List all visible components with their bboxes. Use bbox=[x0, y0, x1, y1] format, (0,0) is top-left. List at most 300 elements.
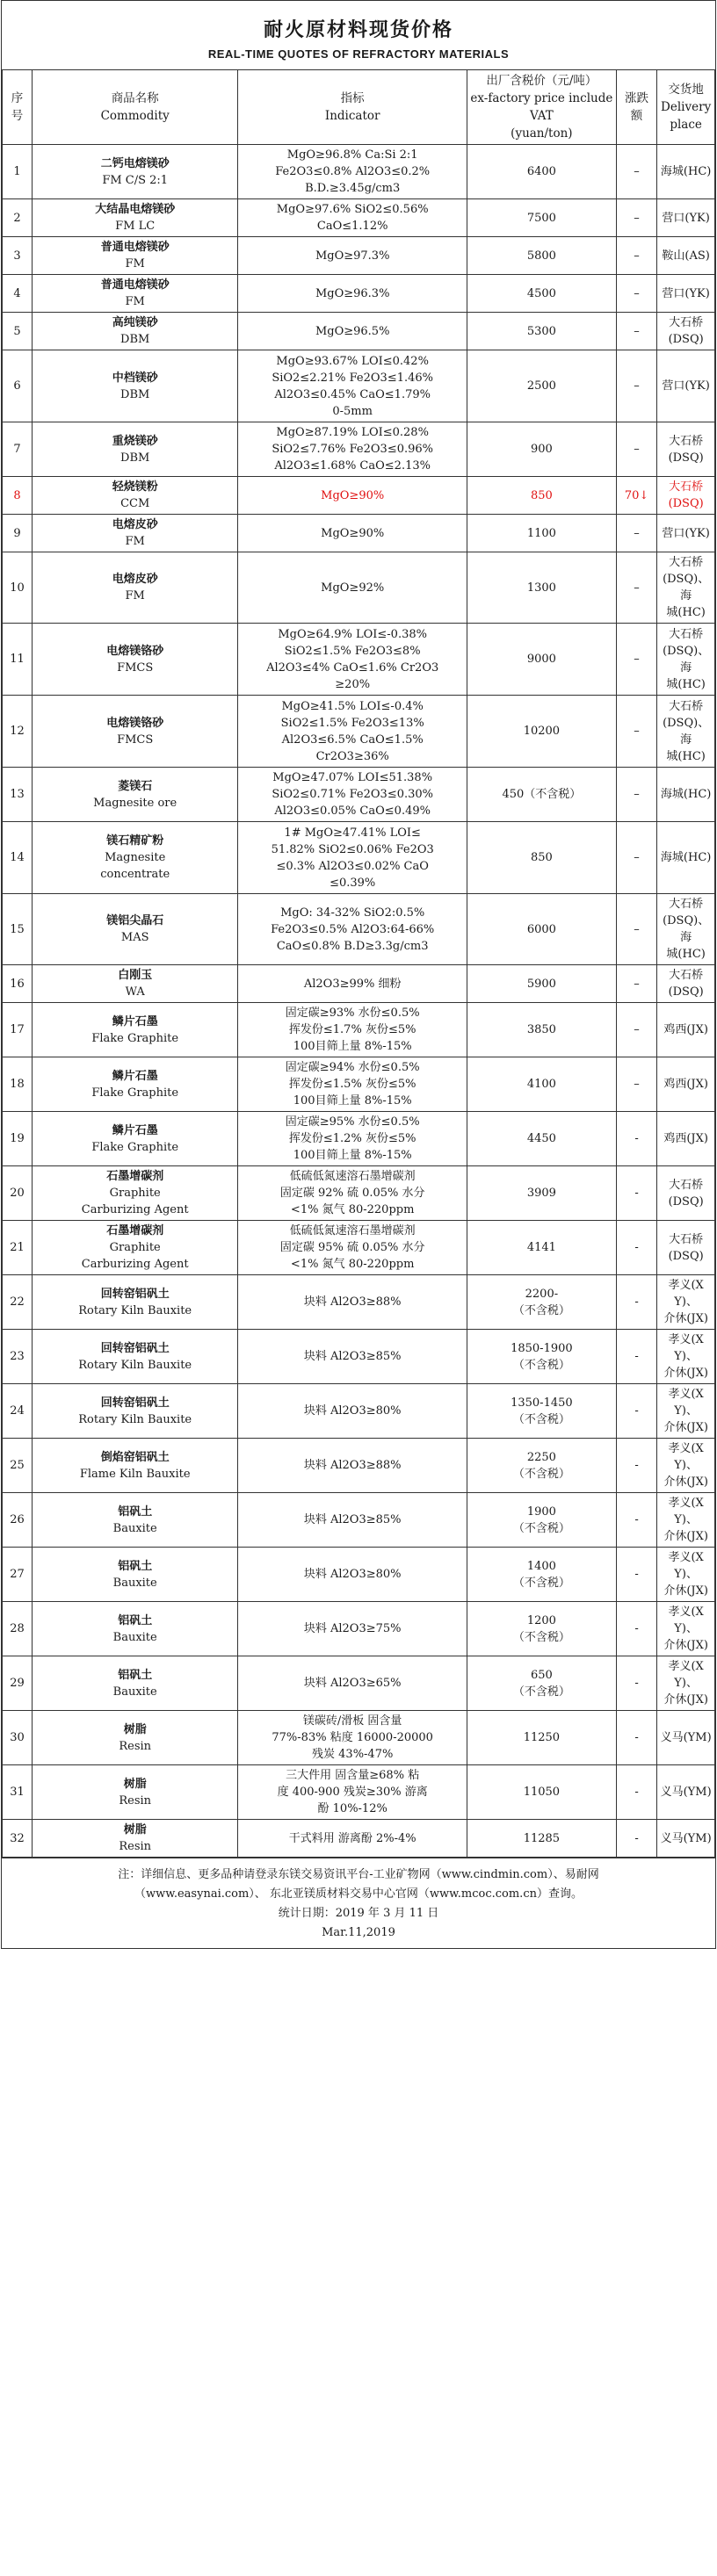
commodity-cell bbox=[32, 1548, 237, 1602]
change-cell: - bbox=[616, 1765, 656, 1820]
commodity-name-cn: 高纯镁砂 bbox=[112, 316, 158, 329]
commodity-name-en: FM C/S 2:1 bbox=[102, 173, 169, 187]
indicator-cell bbox=[238, 1166, 467, 1221]
row-number: 27 bbox=[3, 1548, 33, 1602]
commodity-name-cn: 电熔镁铬砂 bbox=[106, 716, 164, 730]
indicator-line: SiO2≤7.76% Fe2O3≤0.96% bbox=[272, 443, 434, 456]
indicator-line: 块料 Al2O3≥75% bbox=[303, 1622, 402, 1635]
price-cell: 900 bbox=[467, 422, 616, 477]
row-number: 16 bbox=[3, 965, 33, 1003]
indicator-line: SiO2≤0.71% Fe2O3≤0.30% bbox=[272, 788, 434, 801]
indicator-line: CaO≤0.8% B.D≥3.3g/cm3 bbox=[276, 939, 429, 953]
commodity-name-cn: 镁石精矿粉 bbox=[106, 834, 164, 848]
table-row bbox=[3, 1275, 715, 1330]
page-title: 耐火原材料现货价格 bbox=[263, 19, 453, 41]
commodity-cell bbox=[32, 1384, 237, 1439]
price-cell: 5300 bbox=[467, 313, 616, 350]
indicator-cell bbox=[238, 1765, 467, 1820]
header-commodity: 商品名称 Commodity bbox=[32, 70, 237, 145]
change-cell: – bbox=[616, 313, 656, 350]
commodity-cell bbox=[32, 1166, 237, 1221]
indicator-line: MgO≥87.19% LOI≤0.28% bbox=[276, 426, 429, 439]
indicator-cell bbox=[238, 1820, 467, 1858]
indicator-line: 度 400-900 残炭≥30% 游离 bbox=[277, 1786, 428, 1799]
row-number: 21 bbox=[3, 1221, 33, 1275]
row-number: 8 bbox=[3, 477, 33, 515]
commodity-name-en: Flame Kiln Bauxite bbox=[79, 1467, 191, 1481]
price-line: 1900 bbox=[526, 1504, 556, 1519]
price-cell bbox=[467, 1330, 616, 1384]
delivery-line: 孝义(XY)、 bbox=[668, 1551, 704, 1581]
delivery-line: 大石桥 bbox=[669, 434, 704, 448]
table-header-row bbox=[3, 70, 715, 145]
delivery-line: (DSQ) bbox=[668, 333, 704, 346]
indicator-line: <1% 氮气 80-220ppm bbox=[290, 1258, 415, 1271]
table-row bbox=[3, 1656, 715, 1711]
header-delivery: 交货地 Delivery place bbox=[657, 70, 715, 145]
indicator-cell bbox=[238, 552, 467, 624]
row-number: 5 bbox=[3, 313, 33, 350]
table-row bbox=[3, 696, 715, 768]
table-row bbox=[3, 1548, 715, 1602]
change-cell: – bbox=[616, 552, 656, 624]
commodity-cell bbox=[32, 237, 237, 275]
commodity-name-cn: 重烧镁砂 bbox=[112, 434, 158, 448]
commodity-cell bbox=[32, 1057, 237, 1112]
delivery-line: 义马(YM) bbox=[660, 1831, 712, 1845]
row-number: 30 bbox=[3, 1711, 33, 1765]
price-cell bbox=[467, 1656, 616, 1711]
delivery-line: 营口(YK) bbox=[662, 379, 710, 393]
delivery-cell bbox=[657, 1221, 715, 1275]
delivery-line: (DSQ) bbox=[668, 985, 704, 999]
row-number: 11 bbox=[3, 624, 33, 696]
row-number: 23 bbox=[3, 1330, 33, 1384]
indicator-line: MgO≥92% bbox=[321, 581, 385, 595]
indicator-line: Al2O3≥99% 细粉 bbox=[303, 977, 402, 991]
commodity-name-en: Bauxite bbox=[112, 1630, 157, 1644]
change-cell: – bbox=[616, 515, 656, 552]
indicator-line: 固定碳 92% 硫 0.05% 水分 bbox=[279, 1187, 425, 1200]
indicator-cell bbox=[238, 237, 467, 275]
price-cell: 3850 bbox=[467, 1003, 616, 1057]
commodity-name-en: Flake Graphite bbox=[91, 1086, 179, 1100]
indicator-line: 块料 Al2O3≥88% bbox=[303, 1459, 402, 1472]
row-number: 17 bbox=[3, 1003, 33, 1057]
indicator-line: MgO: 34-32% SiO2:0.5% bbox=[280, 906, 425, 920]
commodity-name-cn: 回转窑铝矾土 bbox=[100, 1341, 170, 1355]
indicator-cell bbox=[238, 1656, 467, 1711]
change-cell: – bbox=[616, 350, 656, 422]
commodity-cell bbox=[32, 145, 237, 199]
commodity-cell bbox=[32, 1275, 237, 1330]
delivery-cell bbox=[657, 1112, 715, 1166]
commodity-cell bbox=[32, 1656, 237, 1711]
commodity-name-en: FM bbox=[125, 257, 145, 271]
price-line: 1850-1900 bbox=[511, 1341, 573, 1355]
indicator-line: SiO2≤1.5% Fe2O3≤13% bbox=[280, 716, 424, 730]
delivery-cell bbox=[657, 696, 715, 768]
table-row bbox=[3, 515, 715, 552]
delivery-cell bbox=[657, 552, 715, 624]
price-line: 1350-1450 bbox=[511, 1396, 573, 1410]
delivery-cell bbox=[657, 1384, 715, 1439]
change-cell: 70↓ bbox=[616, 477, 656, 515]
price-cell bbox=[467, 1384, 616, 1439]
indicator-line: 挥发份≤1.2% 灰份≤5% bbox=[288, 1132, 416, 1145]
commodity-cell bbox=[32, 1820, 237, 1858]
indicator-line: MgO≥93.67% LOI≤0.42% bbox=[276, 354, 429, 368]
row-number: 2 bbox=[3, 199, 33, 237]
commodity-name-en: Rotary Kiln Bauxite bbox=[78, 1358, 192, 1372]
row-number: 31 bbox=[3, 1765, 33, 1820]
indicator-cell bbox=[238, 1602, 467, 1656]
change-cell: – bbox=[616, 696, 656, 768]
indicator-line: MgO≥41.5% LOI≤-0.4% bbox=[281, 699, 424, 713]
table-row bbox=[3, 477, 715, 515]
price-table bbox=[2, 69, 715, 1858]
indicator-line: 残炭 43%-47% bbox=[312, 1748, 394, 1761]
indicator-line: 干式料用 游离酚 2%-4% bbox=[288, 1831, 416, 1845]
indicator-line: 0-5mm bbox=[332, 404, 373, 418]
table-row bbox=[3, 1166, 715, 1221]
indicator-cell bbox=[238, 1548, 467, 1602]
row-number: 6 bbox=[3, 350, 33, 422]
price-line: （不含税） bbox=[512, 1576, 570, 1590]
header-change: 涨跌额 bbox=[616, 70, 656, 145]
commodity-name-en: Resin bbox=[119, 1793, 152, 1808]
commodity-cell bbox=[32, 422, 237, 477]
indicator-line: Cr2O3≥36% bbox=[315, 749, 389, 763]
delivery-cell bbox=[657, 422, 715, 477]
delivery-line: 大石桥 bbox=[669, 627, 704, 641]
price-cell: 4450 bbox=[467, 1112, 616, 1166]
indicator-line: 块料 Al2O3≥85% bbox=[303, 1350, 402, 1363]
commodity-cell bbox=[32, 199, 237, 237]
commodity-name-en: Rotary Kiln Bauxite bbox=[78, 1303, 192, 1317]
commodity-name-cn: 鳞片石墨 bbox=[112, 1014, 158, 1028]
delivery-line: 大石桥 bbox=[669, 480, 704, 494]
commodity-cell bbox=[32, 624, 237, 696]
indicator-line: MgO≥96.8% Ca:Si 2:1 bbox=[286, 148, 418, 162]
indicator-line: MgO≥47.07% LOI≤51.38% bbox=[272, 771, 433, 784]
commodity-cell bbox=[32, 275, 237, 313]
indicator-line: Al2O3≤0.05% CaO≤0.49% bbox=[274, 805, 431, 818]
commodity-name-en: DBM bbox=[120, 387, 150, 401]
price-line: （不含税） bbox=[512, 1358, 570, 1372]
commodity-name-en: FMCS bbox=[117, 732, 154, 747]
commodity-name-cn: 中档镁砂 bbox=[112, 371, 158, 385]
indicator-cell bbox=[238, 1275, 467, 1330]
change-cell: - bbox=[616, 1330, 656, 1384]
table-row bbox=[3, 1003, 715, 1057]
commodity-name-en: Magnesite bbox=[105, 851, 166, 864]
commodity-name-cn: 轻烧镁粉 bbox=[112, 480, 158, 494]
change-cell: – bbox=[616, 199, 656, 237]
delivery-line: 义马(YM) bbox=[660, 1786, 712, 1799]
footer-note bbox=[2, 1858, 715, 1948]
delivery-cell bbox=[657, 1330, 715, 1384]
delivery-line: (DSQ)、海 bbox=[663, 573, 710, 603]
price-cell: 9000 bbox=[467, 624, 616, 696]
delivery-cell bbox=[657, 1003, 715, 1057]
change-cell: - bbox=[616, 1384, 656, 1439]
delivery-cell bbox=[657, 145, 715, 199]
delivery-cell bbox=[657, 1711, 715, 1765]
delivery-line: 孝义(XY)、 bbox=[668, 1388, 704, 1418]
price-cell: 2500 bbox=[467, 350, 616, 422]
price-cell bbox=[467, 1602, 616, 1656]
indicator-cell bbox=[238, 350, 467, 422]
indicator-line: Al2O3≤1.68% CaO≤2.13% bbox=[274, 459, 431, 473]
indicator-line: Fe2O3≤0.5% Al2O3:64-66% bbox=[271, 922, 435, 936]
change-cell: – bbox=[616, 1003, 656, 1057]
price-cell: 11050 bbox=[467, 1765, 616, 1820]
indicator-line: MgO≥96.3% bbox=[315, 286, 390, 300]
row-number: 32 bbox=[3, 1820, 33, 1858]
commodity-name-en: Magnesite ore bbox=[93, 796, 177, 810]
change-cell: - bbox=[616, 1439, 656, 1493]
change-cell: – bbox=[616, 965, 656, 1003]
delivery-line: 大石桥 bbox=[669, 1178, 704, 1192]
table-row bbox=[3, 1221, 715, 1275]
delivery-line: (DSQ) bbox=[668, 497, 704, 510]
indicator-line: 块料 Al2O3≥85% bbox=[303, 1513, 402, 1526]
commodity-cell bbox=[32, 1439, 237, 1493]
commodity-name-en: CCM bbox=[120, 497, 150, 510]
change-cell: - bbox=[616, 1711, 656, 1765]
price-cell: 11250 bbox=[467, 1711, 616, 1765]
table-row bbox=[3, 1057, 715, 1112]
table-row bbox=[3, 1112, 715, 1166]
commodity-name-en: Bauxite bbox=[112, 1685, 157, 1699]
delivery-line: 海城(HC) bbox=[660, 851, 712, 864]
indicator-line: 100目筛上量 8%-15% bbox=[293, 1094, 412, 1108]
indicator-line: 固定碳 95% 硫 0.05% 水分 bbox=[279, 1241, 425, 1254]
price-cell bbox=[467, 1275, 616, 1330]
price-cell: 11285 bbox=[467, 1820, 616, 1858]
row-number: 25 bbox=[3, 1439, 33, 1493]
delivery-line: 城(HC) bbox=[666, 749, 706, 763]
delivery-cell bbox=[657, 1656, 715, 1711]
commodity-cell bbox=[32, 1003, 237, 1057]
commodity-name-cn: 鳞片石墨 bbox=[112, 1069, 158, 1083]
delivery-line: 大石桥 bbox=[669, 898, 704, 911]
delivery-line: 鸡西(JX) bbox=[663, 1132, 708, 1145]
delivery-line: 大石桥 bbox=[669, 556, 704, 569]
delivery-line: 孝义(XY)、 bbox=[668, 1279, 704, 1309]
table-row bbox=[3, 145, 715, 199]
commodity-cell bbox=[32, 552, 237, 624]
delivery-cell bbox=[657, 768, 715, 822]
commodity-cell bbox=[32, 1493, 237, 1548]
commodity-cell bbox=[32, 1711, 237, 1765]
delivery-line: 海城(HC) bbox=[660, 165, 712, 178]
table-row bbox=[3, 552, 715, 624]
indicator-cell bbox=[238, 1384, 467, 1439]
table-row bbox=[3, 237, 715, 275]
change-cell: - bbox=[616, 1548, 656, 1602]
delivery-line: (DSQ) bbox=[668, 1249, 704, 1263]
delivery-line: 大石桥 bbox=[669, 969, 704, 982]
table-row bbox=[3, 1384, 715, 1439]
change-cell: - bbox=[616, 1493, 656, 1548]
commodity-name-en: DBM bbox=[120, 333, 150, 346]
indicator-cell bbox=[238, 1493, 467, 1548]
header-no bbox=[3, 70, 33, 145]
price-cell: 7500 bbox=[467, 199, 616, 237]
commodity-name-cn: 铝矾土 bbox=[118, 1613, 153, 1627]
commodity-name-cn: 石墨增碳剂 bbox=[106, 1224, 164, 1237]
footer-date-cn: 统计日期：2019 年 3 月 11 日 bbox=[278, 1907, 439, 1920]
commodity-name-en: Graphite bbox=[109, 1241, 161, 1254]
row-number: 20 bbox=[3, 1166, 33, 1221]
delivery-line: 介休(JX) bbox=[663, 1639, 708, 1652]
change-cell: - bbox=[616, 1166, 656, 1221]
price-line: 1200 bbox=[526, 1613, 556, 1627]
price-line: 2200- bbox=[525, 1287, 559, 1301]
indicator-cell bbox=[238, 145, 467, 199]
delivery-line: 营口(YK) bbox=[662, 286, 710, 300]
indicator-cell bbox=[238, 822, 467, 894]
indicator-cell bbox=[238, 1330, 467, 1384]
delivery-cell bbox=[657, 1057, 715, 1112]
row-number: 29 bbox=[3, 1656, 33, 1711]
change-cell: – bbox=[616, 422, 656, 477]
indicator-line: ≥20% bbox=[335, 677, 371, 691]
delivery-line: 营口(YK) bbox=[662, 526, 710, 540]
delivery-cell bbox=[657, 624, 715, 696]
indicator-cell bbox=[238, 1057, 467, 1112]
price-cell: 1300 bbox=[467, 552, 616, 624]
price-line: （不含税） bbox=[512, 1412, 570, 1426]
price-cell: 850 bbox=[467, 477, 616, 515]
indicator-cell bbox=[238, 422, 467, 477]
change-cell: - bbox=[616, 1275, 656, 1330]
delivery-line: 鸡西(JX) bbox=[663, 1023, 708, 1036]
indicator-line: MgO≥64.9% LOI≤-0.38% bbox=[278, 627, 427, 641]
commodity-name-en: Flake Graphite bbox=[91, 1140, 179, 1154]
price-cell: 4141 bbox=[467, 1221, 616, 1275]
row-number: 28 bbox=[3, 1602, 33, 1656]
commodity-name-en: FM bbox=[125, 589, 145, 603]
indicator-cell bbox=[238, 768, 467, 822]
commodity-name-en: Carburizing Agent bbox=[81, 1203, 189, 1216]
commodity-name-cn: 白刚玉 bbox=[118, 969, 153, 982]
delivery-line: 海城(HC) bbox=[660, 788, 712, 801]
indicator-line: 镁碳砖/滑板 固含量 bbox=[302, 1714, 402, 1728]
header-indicator: 指标 Indicator bbox=[238, 70, 467, 145]
indicator-line: 固定碳≥94% 水份≤0.5% bbox=[285, 1061, 420, 1074]
table-row bbox=[3, 1765, 715, 1820]
price-line: （不含税） bbox=[512, 1521, 570, 1535]
indicator-cell bbox=[238, 1221, 467, 1275]
delivery-line: (DSQ) bbox=[668, 1194, 704, 1209]
delivery-line: 孝义(XY)、 bbox=[668, 1605, 704, 1635]
delivery-cell bbox=[657, 515, 715, 552]
commodity-cell bbox=[32, 1221, 237, 1275]
delivery-line: (DSQ) bbox=[668, 451, 704, 465]
change-cell: – bbox=[616, 275, 656, 313]
delivery-line: 介休(JX) bbox=[663, 1367, 708, 1380]
row-number: 10 bbox=[3, 552, 33, 624]
indicator-line: 固定碳≥95% 水份≤0.5% bbox=[285, 1115, 420, 1129]
delivery-line: 大石桥 bbox=[669, 1232, 704, 1246]
table-row bbox=[3, 275, 715, 313]
price-line: （不含税） bbox=[512, 1630, 570, 1644]
commodity-name-en: Flake Graphite bbox=[91, 1031, 179, 1045]
indicator-cell bbox=[238, 477, 467, 515]
commodity-cell bbox=[32, 965, 237, 1003]
table-row bbox=[3, 822, 715, 894]
price-cell bbox=[467, 1493, 616, 1548]
commodity-name-cn: 回转窑铝矾土 bbox=[100, 1287, 170, 1301]
table-row bbox=[3, 965, 715, 1003]
price-cell bbox=[467, 1439, 616, 1493]
change-cell: – bbox=[616, 822, 656, 894]
commodity-cell bbox=[32, 1765, 237, 1820]
delivery-cell bbox=[657, 275, 715, 313]
indicator-line: 51.82% SiO2≤0.06% Fe2O3 bbox=[271, 842, 434, 856]
indicator-line: CaO≤1.12% bbox=[316, 220, 388, 233]
commodity-name-en: Resin bbox=[119, 1840, 152, 1853]
indicator-line: 挥发份≤1.7% 灰份≤5% bbox=[288, 1023, 416, 1036]
indicator-line: MgO≥90% bbox=[321, 526, 385, 540]
indicator-line: 块料 Al2O3≥80% bbox=[303, 1568, 402, 1581]
commodity-name-en: Resin bbox=[119, 1739, 152, 1753]
delivery-line: 孝义(XY)、 bbox=[668, 1333, 704, 1363]
indicator-line: B.D.≥3.45g/cm3 bbox=[305, 182, 401, 195]
indicator-line: ≤0.39% bbox=[330, 876, 376, 890]
table-row bbox=[3, 768, 715, 822]
commodity-name-cn: 倒焰窑铝矾土 bbox=[100, 1450, 170, 1464]
table-row bbox=[3, 894, 715, 965]
price-cell: 6400 bbox=[467, 145, 616, 199]
indicator-cell bbox=[238, 894, 467, 965]
commodity-cell bbox=[32, 768, 237, 822]
commodity-name-en: FM LC bbox=[115, 220, 156, 233]
row-number: 18 bbox=[3, 1057, 33, 1112]
indicator-line: <1% 氮气 80-220ppm bbox=[290, 1203, 415, 1216]
indicator-line: Fe2O3≤0.8% Al2O3≤0.2% bbox=[275, 165, 431, 178]
row-number: 4 bbox=[3, 275, 33, 313]
commodity-name-cn: 电熔皮砂 bbox=[112, 573, 158, 586]
row-number: 19 bbox=[3, 1112, 33, 1166]
table-row bbox=[3, 1602, 715, 1656]
delivery-line: 城(HC) bbox=[666, 948, 706, 961]
indicator-line: 低硫低氮速溶石墨增碳剂 bbox=[289, 1224, 416, 1237]
commodity-name-cn: 回转窑铝矾土 bbox=[100, 1396, 170, 1410]
delivery-line: (DSQ)、海 bbox=[663, 716, 710, 747]
commodity-cell bbox=[32, 1330, 237, 1384]
commodity-cell bbox=[32, 1602, 237, 1656]
delivery-line: 城(HC) bbox=[666, 677, 706, 691]
delivery-cell bbox=[657, 1493, 715, 1548]
indicator-line: Al2O3≤4% CaO≤1.6% Cr2O3 bbox=[266, 660, 439, 675]
commodity-name-cn: 普通电熔镁砂 bbox=[100, 241, 170, 254]
price-sheet bbox=[1, 0, 716, 1949]
commodity-cell bbox=[32, 313, 237, 350]
commodity-name-en: Bauxite bbox=[112, 1576, 157, 1590]
change-cell: – bbox=[616, 894, 656, 965]
indicator-line: MgO≥96.5% bbox=[315, 324, 390, 338]
price-cell: 450（不含税） bbox=[467, 768, 616, 822]
indicator-line: ≤0.3% Al2O3≤0.02% CaO bbox=[276, 859, 429, 873]
price-cell: 10200 bbox=[467, 696, 616, 768]
indicator-line: MgO≥90% bbox=[321, 488, 385, 502]
change-cell: – bbox=[616, 624, 656, 696]
commodity-name-cn: 树脂 bbox=[123, 1722, 147, 1736]
